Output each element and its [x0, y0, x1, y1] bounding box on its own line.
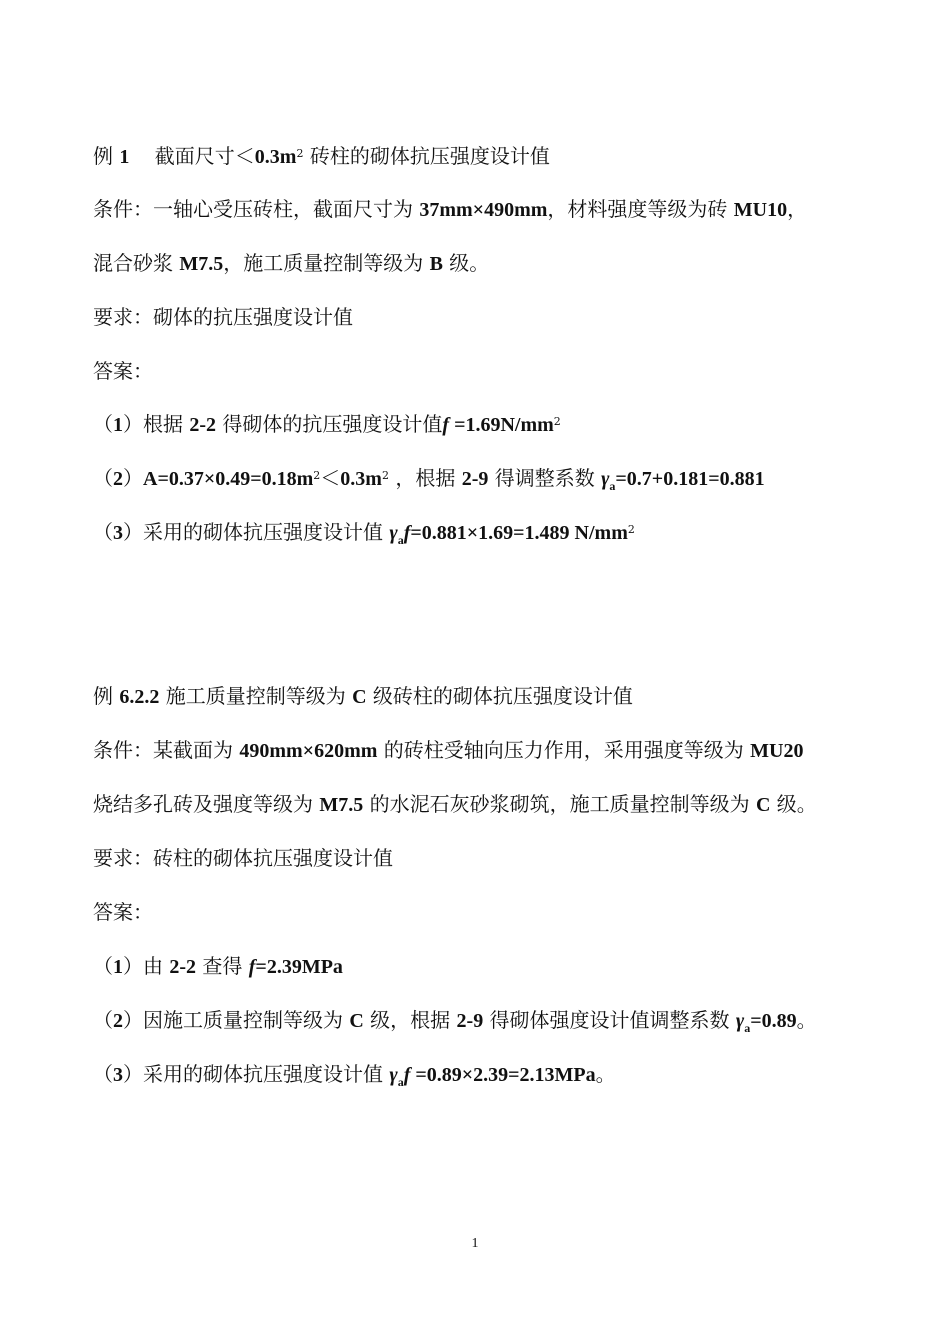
example2-step3: （3）采用的砌体抗压强度设计值 $\gamma_af =0.89\times 2.39=2.13MPa$。: [93, 1062, 616, 1089]
example1-step3: （3）采用的砌体抗压强度设计值 $\gamma_af=0.881\times 1.69=1.489$ $N/mm^2$: [93, 520, 635, 547]
example2-condition-line1: 条件：某截面为 490mm×620mm 的砖柱受轴向压力作用，采用强度等级为 MU20: [93, 738, 804, 762]
example2-title: 例 6.2.2 施工质量控制等级为 C 级砖柱的砌体抗压强度设计值: [93, 684, 633, 708]
example2-answer-label: 答案：: [93, 900, 153, 924]
example2-step2: （2）因施工质量控制等级为 C 级，根据 2-9 得砌体强度设计值调整系数 $\gamma_a=0.89$。: [93, 1008, 817, 1035]
example1-condition-line2: 混合砂浆 M7.5，施工质量控制等级为 B 级。: [93, 251, 490, 275]
example1-condition-line1: 条件：一轴心受压砖柱，截面尺寸为 37mm×490mm，材料强度等级为砖 MU10，: [93, 197, 808, 221]
page-number: 1: [471, 1236, 479, 1251]
example1-title: 例 1 截面尺寸$<0.3m^2$ 砖柱的砌体抗压强度设计值: [93, 144, 550, 168]
example1-step1: （1）根据 2-2 得砌体的抗压强度设计值$f =1.69N/mm^2$: [93, 412, 561, 436]
example2-step1: （1）由 2-2 查得 f=2.39MPa: [93, 954, 343, 978]
example1-requirement: 要求：砌体的抗压强度设计值: [93, 305, 353, 329]
example2-condition-line2: 烧结多孔砖及强度等级为 M7.5 的水泥石灰砂浆砌筑，施工质量控制等级为 C 级。: [93, 792, 817, 816]
example2-requirement: 要求：砖柱的砌体抗压强度设计值: [93, 846, 393, 870]
example1-step2: $(2)A=0.37\times 0.49=0.18m^2<0.3m^2$ ，根据 2-9 得调整系数 $\gamma_a=0.7+0.181=0.881$: [93, 466, 765, 493]
example1-answer-label: 答案：: [93, 359, 153, 383]
